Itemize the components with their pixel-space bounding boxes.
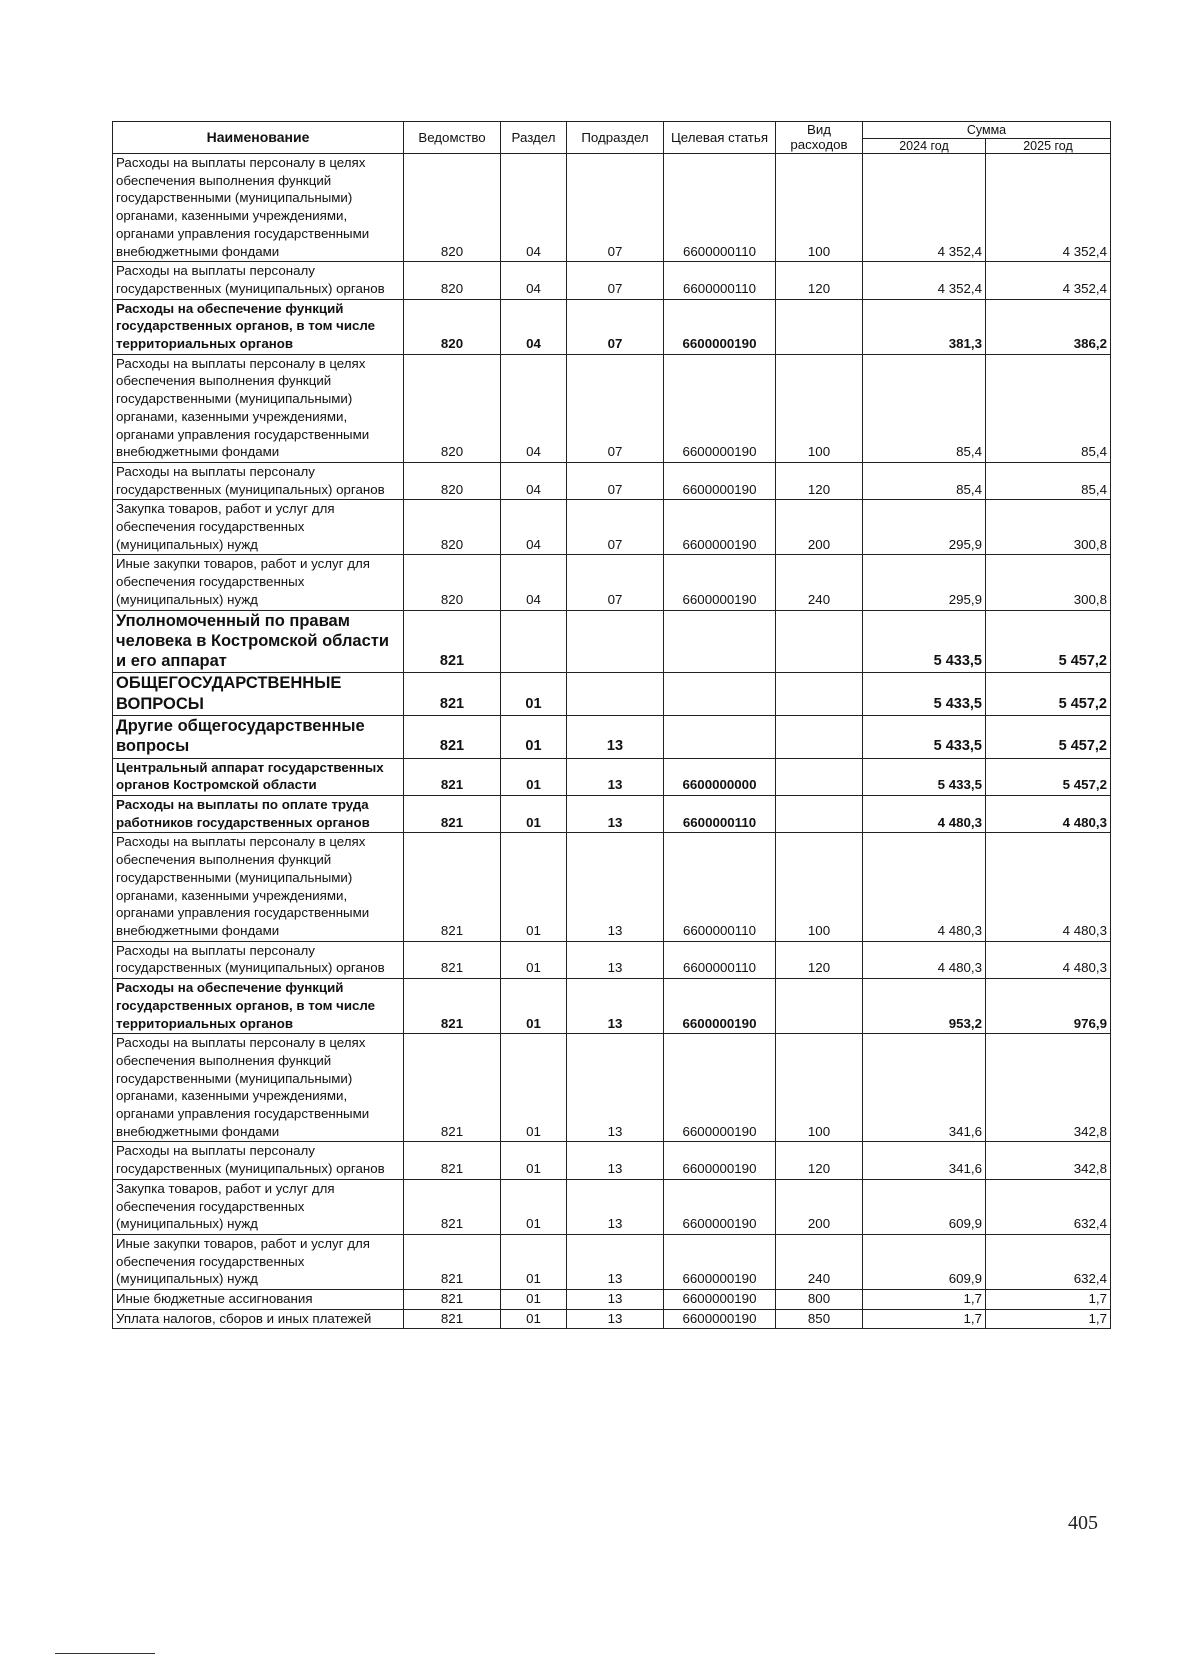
row-subsection <box>567 673 664 716</box>
row-sum-2024: 85,4 <box>863 462 986 499</box>
row-name: Расходы на обеспечение функций государственных органов, в том числе территориальных органов <box>113 979 404 1034</box>
row-sum-2024: 5 433,5 <box>863 610 986 673</box>
row-section: 04 <box>501 354 567 462</box>
table-body <box>113 154 1111 1329</box>
row-sum-2024: 295,9 <box>863 555 986 610</box>
row-subsection: 13 <box>567 1179 664 1234</box>
row-type <box>776 610 863 673</box>
table-row <box>113 299 1111 354</box>
row-sum-2025: 4 352,4 <box>986 154 1111 262</box>
row-subsection: 07 <box>567 262 664 299</box>
row-name: Расходы на выплаты по оплате труда работников государственных органов <box>113 796 404 833</box>
row-target: 6600000190 <box>664 354 776 462</box>
page-number: 405 <box>1068 1512 1098 1534</box>
row-sum-2024: 4 480,3 <box>863 941 986 978</box>
table-row <box>113 555 1111 610</box>
row-type <box>776 979 863 1034</box>
row-dept: 821 <box>404 1142 501 1179</box>
row-sum-2024: 609,9 <box>863 1234 986 1289</box>
row-sum-2025: 976,9 <box>986 979 1111 1034</box>
row-target: 6600000190 <box>664 555 776 610</box>
row-sum-2025: 5 457,2 <box>986 716 1111 759</box>
row-name: Иные бюджетные ассигнования <box>113 1290 404 1310</box>
row-subsection: 07 <box>567 299 664 354</box>
header-subsection: Подраздел <box>567 122 664 154</box>
row-sum-2025: 386,2 <box>986 299 1111 354</box>
row-target: 6600000190 <box>664 500 776 555</box>
row-target: 6600000110 <box>664 262 776 299</box>
row-name: Расходы на выплаты персоналу государственных (муниципальных) органов <box>113 462 404 499</box>
row-name: Расходы на выплаты персоналу в целях обеспечения выполнения функций государственными (муниципальными) органами, казенными учреждениями, органами управления государственными внебюджетными фондами <box>113 154 404 262</box>
row-sum-2024: 609,9 <box>863 1179 986 1234</box>
row-sum-2025: 85,4 <box>986 462 1111 499</box>
row-name: Иные закупки товаров, работ и услуг для обеспечения государственных (муниципальных) нужд <box>113 555 404 610</box>
table-row <box>113 1179 1111 1234</box>
row-type <box>776 299 863 354</box>
row-subsection: 13 <box>567 716 664 759</box>
row-dept: 821 <box>404 979 501 1034</box>
row-name: Закупка товаров, работ и услуг для обеспечения государственных (муниципальных) нужд <box>113 1179 404 1234</box>
row-sum-2025: 1,7 <box>986 1290 1111 1310</box>
row-subsection: 13 <box>567 833 664 941</box>
row-sum-2025: 342,8 <box>986 1034 1111 1142</box>
row-type: 200 <box>776 500 863 555</box>
row-type: 120 <box>776 262 863 299</box>
row-target: 6600000190 <box>664 1234 776 1289</box>
row-target: 6600000190 <box>664 299 776 354</box>
row-sum-2024: 381,3 <box>863 299 986 354</box>
row-dept: 821 <box>404 796 501 833</box>
row-target: 6600000190 <box>664 1290 776 1310</box>
header-target: Целевая статья <box>664 122 776 154</box>
row-section: 01 <box>501 833 567 941</box>
row-subsection: 13 <box>567 1309 664 1329</box>
row-type: 120 <box>776 941 863 978</box>
row-name: Уплата налогов, сборов и иных платежей <box>113 1309 404 1329</box>
row-sum-2024: 295,9 <box>863 500 986 555</box>
row-section: 01 <box>501 1142 567 1179</box>
row-section: 01 <box>501 716 567 759</box>
row-name: Расходы на выплаты персоналу в целях обеспечения выполнения функций государственными (муниципальными) органами, казенными учреждениями, органами управления государственными внебюджетными фондами <box>113 833 404 941</box>
header-dept: Ведомство <box>404 122 501 154</box>
table-row <box>113 610 1111 673</box>
row-target: 6600000000 <box>664 758 776 795</box>
row-sum-2025: 1,7 <box>986 1309 1111 1329</box>
row-subsection: 07 <box>567 154 664 262</box>
row-name: Центральный аппарат государственных органов Костромской области <box>113 758 404 795</box>
header-2025: 2025 год <box>986 139 1111 154</box>
header-type: Вид расходов <box>776 122 863 154</box>
row-sum-2025: 300,8 <box>986 555 1111 610</box>
row-dept: 821 <box>404 1309 501 1329</box>
row-sum-2025: 5 457,2 <box>986 610 1111 673</box>
row-type <box>776 716 863 759</box>
row-sum-2024: 341,6 <box>863 1034 986 1142</box>
row-section: 01 <box>501 758 567 795</box>
row-sum-2024: 5 433,5 <box>863 716 986 759</box>
row-type: 850 <box>776 1309 863 1329</box>
row-sum-2024: 953,2 <box>863 979 986 1034</box>
row-dept: 820 <box>404 500 501 555</box>
row-subsection: 13 <box>567 758 664 795</box>
row-sum-2025: 632,4 <box>986 1234 1111 1289</box>
table-row <box>113 833 1111 941</box>
row-target: 6600000110 <box>664 796 776 833</box>
row-dept: 821 <box>404 1234 501 1289</box>
row-dept: 821 <box>404 1179 501 1234</box>
row-type: 800 <box>776 1290 863 1310</box>
row-target <box>664 673 776 716</box>
row-section: 01 <box>501 979 567 1034</box>
row-dept: 821 <box>404 833 501 941</box>
table-row <box>113 979 1111 1034</box>
table-row <box>113 758 1111 795</box>
row-type: 120 <box>776 1142 863 1179</box>
row-sum-2025: 300,8 <box>986 500 1111 555</box>
table-row <box>113 716 1111 759</box>
row-sum-2025: 4 480,3 <box>986 833 1111 941</box>
footer-rule <box>55 1653 155 1654</box>
row-sum-2025: 5 457,2 <box>986 758 1111 795</box>
header-name: Наименование <box>113 122 404 154</box>
row-section: 01 <box>501 796 567 833</box>
row-name: Расходы на обеспечение функций государственных органов, в том числе территориальных органов <box>113 299 404 354</box>
row-section: 04 <box>501 555 567 610</box>
table-row <box>113 462 1111 499</box>
row-section: 01 <box>501 1290 567 1310</box>
row-sum-2025: 632,4 <box>986 1179 1111 1234</box>
row-target: 6600000110 <box>664 941 776 978</box>
row-dept: 821 <box>404 941 501 978</box>
row-section <box>501 610 567 673</box>
table-row <box>113 941 1111 978</box>
row-dept: 821 <box>404 1290 501 1310</box>
row-sum-2024: 1,7 <box>863 1309 986 1329</box>
table-row <box>113 1142 1111 1179</box>
row-name: Иные закупки товаров, работ и услуг для обеспечения государственных (муниципальных) нужд <box>113 1234 404 1289</box>
row-type: 120 <box>776 462 863 499</box>
row-subsection: 13 <box>567 979 664 1034</box>
row-sum-2024: 4 480,3 <box>863 796 986 833</box>
row-sum-2024: 341,6 <box>863 1142 986 1179</box>
row-section: 01 <box>501 941 567 978</box>
row-sum-2024: 4 352,4 <box>863 262 986 299</box>
row-target: 6600000190 <box>664 1034 776 1142</box>
row-dept: 821 <box>404 716 501 759</box>
row-dept: 820 <box>404 299 501 354</box>
row-subsection: 13 <box>567 1142 664 1179</box>
row-target: 6600000190 <box>664 1309 776 1329</box>
row-target <box>664 716 776 759</box>
row-sum-2025: 4 480,3 <box>986 941 1111 978</box>
row-section: 01 <box>501 1234 567 1289</box>
row-subsection: 13 <box>567 1234 664 1289</box>
row-dept: 821 <box>404 673 501 716</box>
row-dept: 821 <box>404 610 501 673</box>
row-section: 04 <box>501 262 567 299</box>
row-dept: 820 <box>404 262 501 299</box>
row-dept: 820 <box>404 354 501 462</box>
header-sum: Сумма <box>863 122 1111 139</box>
row-sum-2025: 4 480,3 <box>986 796 1111 833</box>
row-sum-2024: 85,4 <box>863 354 986 462</box>
table-row <box>113 154 1111 262</box>
row-target: 6600000190 <box>664 1179 776 1234</box>
row-type <box>776 796 863 833</box>
row-section: 04 <box>501 462 567 499</box>
row-section: 04 <box>501 500 567 555</box>
row-type: 200 <box>776 1179 863 1234</box>
row-subsection: 13 <box>567 941 664 978</box>
row-target: 6600000190 <box>664 979 776 1034</box>
row-section: 01 <box>501 1309 567 1329</box>
row-section: 01 <box>501 1034 567 1142</box>
row-sum-2025: 342,8 <box>986 1142 1111 1179</box>
row-sum-2024: 5 433,5 <box>863 673 986 716</box>
row-subsection <box>567 610 664 673</box>
table-row <box>113 1290 1111 1310</box>
row-sum-2024: 1,7 <box>863 1290 986 1310</box>
row-subsection: 13 <box>567 1290 664 1310</box>
row-name: Другие общегосударственные вопросы <box>113 716 404 759</box>
row-name: Расходы на выплаты персоналу в целях обеспечения выполнения функций государственными (муниципальными) органами, казенными учреждениями, органами управления государственными внебюджетными фондами <box>113 354 404 462</box>
row-type: 100 <box>776 833 863 941</box>
row-subsection: 07 <box>567 555 664 610</box>
header-2024: 2024 год <box>863 139 986 154</box>
row-type: 240 <box>776 555 863 610</box>
row-dept: 820 <box>404 462 501 499</box>
row-dept: 821 <box>404 758 501 795</box>
row-name: Расходы на выплаты персоналу государственных (муниципальных) органов <box>113 941 404 978</box>
row-target: 6600000190 <box>664 462 776 499</box>
row-section: 01 <box>501 1179 567 1234</box>
row-subsection: 13 <box>567 1034 664 1142</box>
row-type <box>776 758 863 795</box>
table-row <box>113 354 1111 462</box>
row-sum-2024: 5 433,5 <box>863 758 986 795</box>
row-sum-2025: 85,4 <box>986 354 1111 462</box>
row-type: 240 <box>776 1234 863 1289</box>
row-name: Расходы на выплаты персоналу государственных (муниципальных) органов <box>113 1142 404 1179</box>
row-type: 100 <box>776 1034 863 1142</box>
table-row <box>113 1309 1111 1329</box>
row-section: 04 <box>501 154 567 262</box>
row-name: Расходы на выплаты персоналу государственных (муниципальных) органов <box>113 262 404 299</box>
row-type: 100 <box>776 354 863 462</box>
table-row <box>113 500 1111 555</box>
row-target: 6600000110 <box>664 833 776 941</box>
row-target: 6600000110 <box>664 154 776 262</box>
table-row <box>113 1034 1111 1142</box>
row-dept: 821 <box>404 1034 501 1142</box>
row-subsection: 13 <box>567 796 664 833</box>
row-sum-2025: 4 352,4 <box>986 262 1111 299</box>
row-type <box>776 673 863 716</box>
row-name: Закупка товаров, работ и услуг для обеспечения государственных (муниципальных) нужд <box>113 500 404 555</box>
row-target: 6600000190 <box>664 1142 776 1179</box>
table-header <box>113 122 1111 154</box>
table-row <box>113 1234 1111 1289</box>
row-name: Уполномоченный по правам человека в Костромской области и его аппарат <box>113 610 404 673</box>
row-sum-2024: 4 480,3 <box>863 833 986 941</box>
row-sum-2024: 4 352,4 <box>863 154 986 262</box>
row-subsection: 07 <box>567 462 664 499</box>
row-target <box>664 610 776 673</box>
header-section: Раздел <box>501 122 567 154</box>
budget-table <box>112 121 1111 1329</box>
row-name: ОБЩЕГОСУДАРСТВЕННЫЕ ВОПРОСЫ <box>113 673 404 716</box>
row-name: Расходы на выплаты персоналу в целях обеспечения выполнения функций государственными (муниципальными) органами, казенными учреждениями, органами управления государственными внебюджетными фондами <box>113 1034 404 1142</box>
row-dept: 820 <box>404 154 501 262</box>
row-type: 100 <box>776 154 863 262</box>
row-section: 04 <box>501 299 567 354</box>
table-row <box>113 796 1111 833</box>
row-section: 01 <box>501 673 567 716</box>
table-row <box>113 262 1111 299</box>
row-sum-2025: 5 457,2 <box>986 673 1111 716</box>
row-subsection: 07 <box>567 354 664 462</box>
row-dept: 820 <box>404 555 501 610</box>
row-subsection: 07 <box>567 500 664 555</box>
table-row <box>113 673 1111 716</box>
